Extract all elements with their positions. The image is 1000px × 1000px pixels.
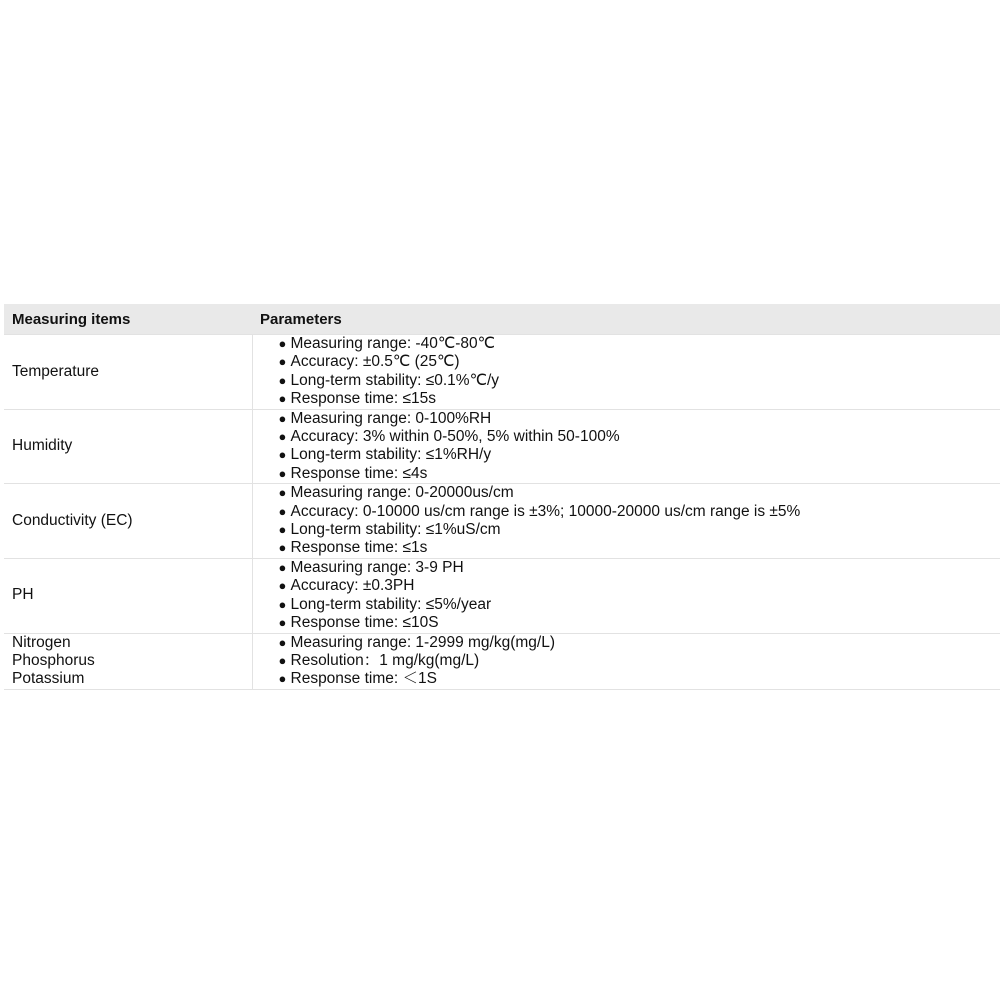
table-row [4, 409, 1000, 484]
measuring-item-label: Nitrogen [12, 633, 71, 651]
parameter-text: Long-term stability: ≤0.1%℃/y [290, 371, 500, 389]
specification-table [4, 304, 1000, 690]
parameter-text: Response time: ≤1s [290, 539, 428, 557]
table-body [4, 335, 1000, 690]
parameter-line [279, 428, 1000, 446]
parameter-text: Measuring range: -40℃-80℃ [290, 335, 496, 352]
bullet-icon: ● [278, 578, 287, 594]
bullet-icon: ● [278, 652, 287, 668]
parameter-text: Measuring range: 0-20000us/cm [290, 484, 514, 502]
measuring-item-label: Phosphorus [12, 651, 95, 669]
parameter-line [279, 596, 1000, 614]
bullet-icon: ● [278, 615, 287, 631]
parameter-line [279, 614, 1000, 632]
parameter-text: Accuracy: ±0.3PH [290, 577, 415, 595]
bullet-icon: ● [278, 447, 287, 463]
parameter-line [279, 446, 1000, 464]
measuring-item-cell [4, 409, 252, 484]
parameter-text: Measuring range: 3-9 PH [290, 558, 464, 576]
bullet-icon: ● [278, 372, 287, 388]
parameter-text: Resolution：1 mg/kg(mg/L) [290, 651, 480, 669]
parameter-text: Accuracy: ±0.5℃ (25℃) [290, 353, 460, 371]
table-row [4, 484, 1000, 559]
header-parameters: Parameters [252, 304, 1000, 335]
parameter-text: Accuracy: 3% within 0-50%, 5% within 50-100% [290, 428, 620, 446]
parameter-line [279, 353, 1000, 371]
parameter-text: Response time: ＜1S [290, 670, 437, 688]
parameters-cell [252, 633, 1000, 689]
parameter-line [279, 521, 1000, 539]
parameters-cell [252, 335, 1000, 410]
bullet-icon: ● [278, 391, 287, 407]
parameter-text: Response time: ≤15s [290, 390, 436, 408]
bullet-icon: ● [278, 671, 287, 687]
measuring-item-cell [4, 484, 252, 559]
parameter-text: Long-term stability: ≤1%RH/y [290, 446, 492, 464]
bullet-icon: ● [278, 540, 287, 556]
parameters-cell [252, 558, 1000, 633]
bullet-icon: ● [278, 354, 287, 370]
parameter-text: Accuracy: 0-10000 us/cm range is ±3%; 10000-20000 us/cm range is ±5% [290, 502, 801, 520]
parameter-line [279, 670, 1000, 688]
parameter-line [279, 465, 1000, 483]
measuring-item-label: Conductivity (EC) [12, 511, 133, 529]
bullet-icon: ● [278, 465, 287, 481]
bullet-icon: ● [278, 410, 287, 426]
bullet-icon: ● [278, 522, 287, 538]
parameter-line [279, 410, 1000, 428]
bullet-icon: ● [278, 634, 287, 650]
parameter-line [279, 634, 1000, 652]
parameters-cell [252, 409, 1000, 484]
measuring-item-cell [4, 558, 252, 633]
table-header-row [4, 304, 1000, 335]
parameter-text: Response time: ≤4s [290, 464, 428, 482]
table-row [4, 633, 1000, 689]
table-row [4, 558, 1000, 633]
measuring-item-label: Humidity [12, 437, 73, 455]
measuring-item-label: Potassium [12, 670, 85, 688]
table-row [4, 335, 1000, 410]
measuring-item-cell [4, 633, 252, 689]
parameter-line [279, 390, 1000, 408]
parameter-text: Long-term stability: ≤1%uS/cm [290, 521, 501, 539]
parameter-text: Measuring range: 1-2999 mg/kg(mg/L) [290, 633, 555, 651]
header-measuring-items: Measuring items [4, 304, 252, 335]
bullet-icon: ● [278, 503, 287, 519]
parameter-line [279, 484, 1000, 502]
bullet-icon: ● [278, 429, 287, 445]
measuring-item-label: PH [12, 586, 34, 604]
parameter-line [279, 335, 1000, 353]
measuring-item-label: Temperature [12, 362, 100, 380]
parameter-line [279, 577, 1000, 595]
measuring-item-cell [4, 335, 252, 410]
parameter-line [279, 652, 1000, 670]
parameter-text: Measuring range: 0-100%RH [290, 409, 492, 427]
parameter-line [279, 539, 1000, 557]
parameter-line [279, 503, 1000, 521]
bullet-icon: ● [278, 559, 287, 575]
bullet-icon: ● [278, 596, 287, 612]
parameters-cell [252, 484, 1000, 559]
parameter-line [279, 559, 1000, 577]
bullet-icon: ● [278, 485, 287, 501]
parameter-line [279, 372, 1000, 390]
parameter-text: Long-term stability: ≤5%/year [290, 595, 492, 613]
parameter-text: Response time: ≤10S [290, 614, 439, 632]
bullet-icon: ● [278, 336, 287, 351]
